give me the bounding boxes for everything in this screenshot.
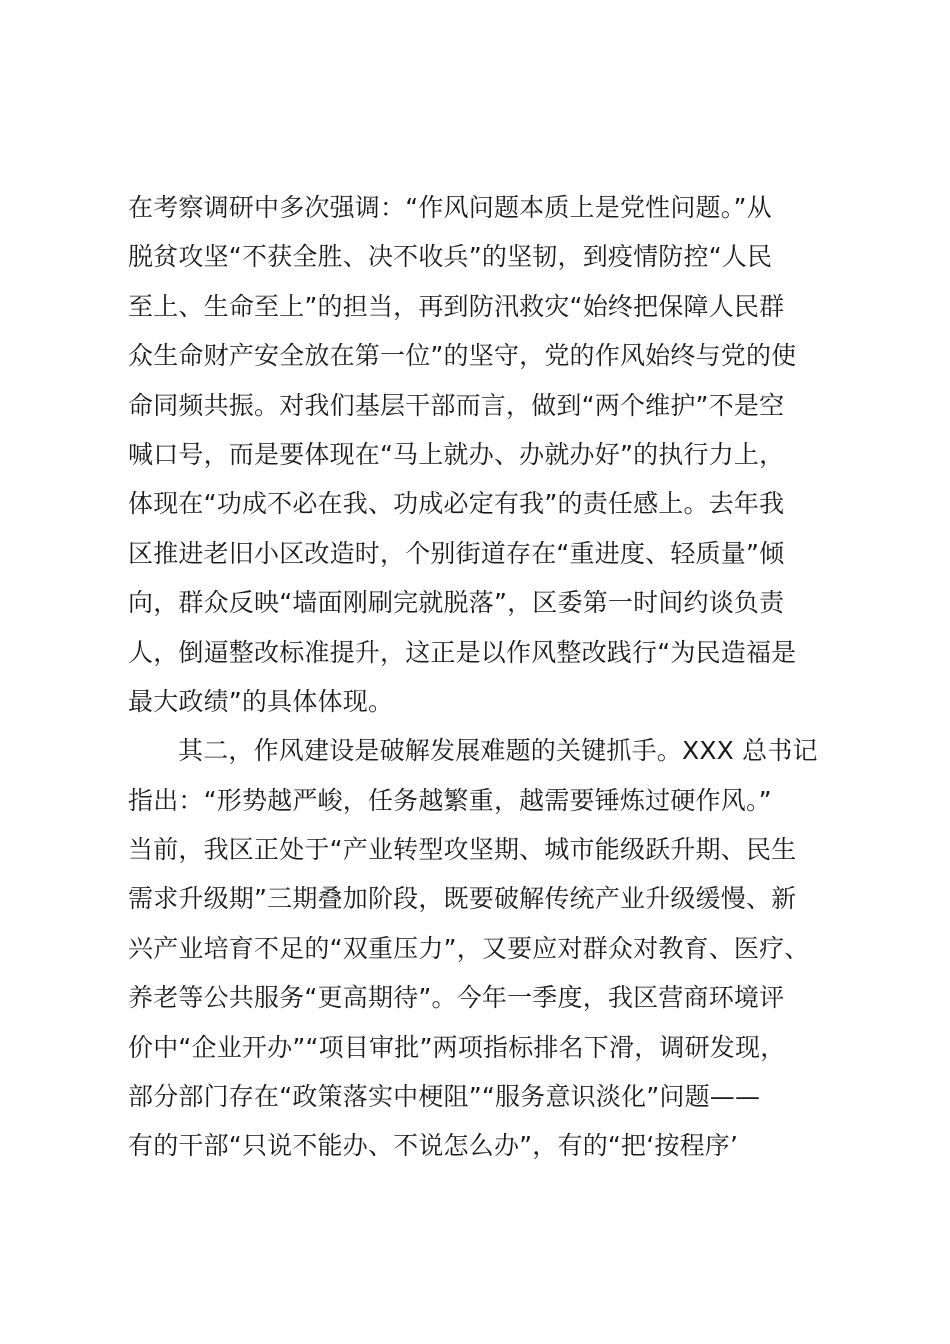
text-line: 兴产业培育不足的“双重压力”，又要应对群众对教育、医疗、: [128, 933, 810, 963]
text-line: 最大政绩”的具体体现。: [128, 686, 394, 716]
text-line: 部分部门存在“政策落实中梗阻”“服务意识淡化”问题——: [128, 1082, 761, 1112]
body-text: [128, 183, 848, 1171]
text-line: 命同频共振。对我们基层干部而言，做到“两个维护”不是空: [128, 390, 785, 420]
text-line: 喊口号，而是要体现在“马上就办、办就办好”的执行力上，: [128, 439, 785, 469]
text-line: 至上、生命至上”的担当，再到防汛救灾“始终把保障人民群: [128, 291, 785, 321]
text-line: 养老等公共服务“更高期待”。今年一季度，我区营商环境评: [128, 983, 785, 1013]
text-line: 需求升级期”三期叠加阶段，既要破解传统产业升级缓慢、新: [128, 884, 797, 914]
text-line: 众生命财产安全放在第一位”的坚守，党的作风始终与党的使: [128, 341, 797, 371]
text-line: 有的干部“只说不能办、不说怎么办”，有的“把‘按程序’: [128, 1131, 739, 1161]
text-line: 区推进老旧小区改造时，个别街道存在“重进度、轻质量”倾: [128, 538, 785, 568]
text-line: 体现在“功成不必在我、功成必定有我”的责任感上。去年我: [128, 489, 785, 519]
text-line: 脱贫攻坚“不获全胜、决不收兵”的坚韧，到疫情防控“人民: [128, 242, 773, 272]
text-line: 在考察调研中多次强调：“作风问题本质上是党性问题。”从: [128, 193, 772, 222]
text-line: 向，群众反映“墙面刚刷完就脱落”，区委第一时间约谈负责: [128, 588, 785, 618]
paragraph-start-line: 其二，作风建设是破解发展难题的关键抓手。XXX 总书记: [178, 736, 818, 766]
text-line: 当前，我区正处于“产业转型攻坚期、城市能级跃升期、民生: [128, 835, 797, 865]
text-line: 指出：“形势越严峻，任务越繁重，越需要锤炼过硬作风。”: [128, 785, 772, 815]
text-line: 价中“企业开办”“项目审批”两项指标排名下滑，调研发现，: [128, 1032, 786, 1062]
text-line: 人，倒逼整改标准提升，这正是以作风整改践行“为民造福是: [128, 637, 797, 667]
